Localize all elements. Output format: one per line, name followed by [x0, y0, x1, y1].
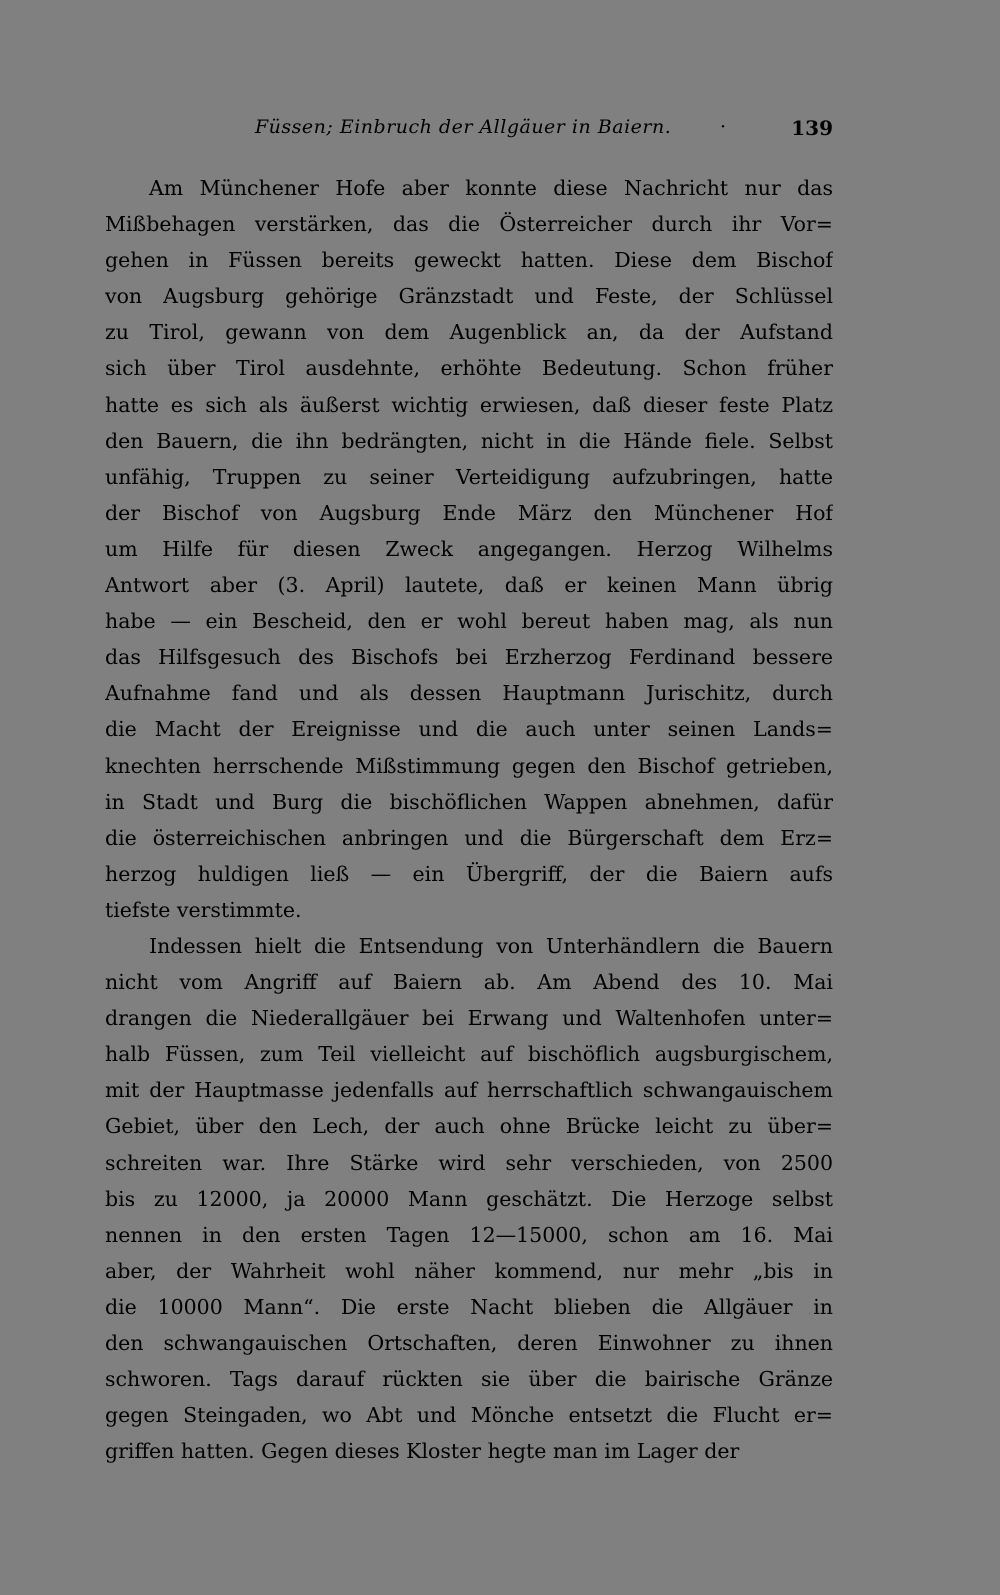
text-line: knechten herrschende Mißstimmung gegen den Bischof getrieben,: [105, 753, 833, 778]
text-line: aber, der Wahrheit wohl näher kommend, nur mehr „bis in: [105, 1258, 833, 1283]
text-line: Gebiet, über den Lech, der auch ohne Brücke leicht zu über=: [105, 1114, 833, 1139]
text-line: in Stadt und Burg die bischöflichen Wappen abnehmen, dafür: [105, 789, 833, 814]
text-line: gegen Steingaden, wo Abt und Mönche entsetzt die Flucht er=: [105, 1403, 833, 1428]
text-line: den Bauern, die ihn bedrängten, nicht in die Hände fiele. Selbst: [105, 428, 833, 453]
text-line: habe — ein Bescheid, den er wohl bereut haben mag, als nun: [105, 609, 833, 634]
text-line: die österreichischen anbringen und die Bürgerschaft dem Erz=: [105, 825, 833, 850]
text-line: unfähig, Truppen zu seiner Verteidigung aufzubringen, hatte: [105, 464, 833, 489]
paragraph: [105, 170, 833, 928]
text-line: von Augsburg gehörige Gränzstadt und Feste, der Schlüssel: [105, 284, 833, 309]
text-line: schreiten war. Ihre Stärke wird sehr verschieden, von 2500: [105, 1150, 833, 1175]
text-line: Indessen hielt die Entsendung von Unterhändlern die Bauern: [149, 933, 833, 958]
running-head: Füssen; Einbruch der Allgäuer in Baiern.: [255, 116, 672, 138]
paragraph: [105, 928, 833, 1469]
text-line: Am Münchener Hofe aber konnte diese Nachricht nur das: [149, 176, 833, 200]
text-line: um Hilfe für diesen Zweck angegangen. Herzog Wilhelms: [105, 536, 833, 561]
text-line: der Bischof von Augsburg Ende März den Münchener Hof: [105, 500, 833, 525]
text-line: nennen in den ersten Tagen 12—15000, schon am 16. Mai: [105, 1222, 833, 1247]
text-line: Antwort aber (3. April) lautete, daß er keinen Mann übrig: [105, 573, 833, 598]
text-line: nicht vom Angriff auf Baiern ab. Am Abend des 10. Mai: [105, 970, 833, 995]
text-line: hatte es sich als äußerst wichtig erwiesen, daß dieser feste Platz: [105, 392, 833, 417]
text-line: zu Tirol, gewann von dem Augenblick an, da der Aufstand: [105, 320, 833, 345]
body-text: [105, 170, 833, 1469]
page-number: 139: [791, 116, 833, 140]
text-line: gehen in Füssen bereits geweckt hatten. Diese dem Bischof: [105, 248, 833, 273]
text-line: halb Füssen, zum Teil vielleicht auf bischöflich augsburgischem,: [105, 1042, 833, 1067]
text-line: den schwangauischen Ortschaften, deren Einwohner zu ihnen: [105, 1331, 833, 1355]
text-line: sich über Tirol ausdehnte, erhöhte Bedeutung. Schon früher: [105, 356, 833, 381]
text-line: das Hilfsgesuch des Bischofs bei Erzherzog Ferdinand bessere: [105, 645, 833, 670]
text-line: Mißbehagen verstärken, das die Österreicher durch ihr Vor=: [105, 212, 833, 237]
text-line: Aufnahme fand und als dessen Hauptmann Jurischitz, durch: [105, 681, 833, 706]
text-line: schworen. Tags darauf rückten sie über die bairische Gränze: [105, 1367, 833, 1392]
text-line: drangen die Niederallgäuer bei Erwang und Waltenhofen unter=: [105, 1006, 833, 1031]
text-line: mit der Hauptmasse jedenfalls auf herrschaftlich schwangauischem: [105, 1078, 833, 1103]
text-line: die Macht der Ereignisse und die auch unter seinen Lands=: [105, 717, 833, 742]
text-line: bis zu 12000, ja 20000 Mann geschätzt. Die Herzoge selbst: [105, 1186, 833, 1211]
text-line: die 10000 Mann“. Die erste Nacht blieben die Allgäuer in: [105, 1294, 833, 1319]
page-header: [105, 116, 833, 146]
text-line: griffen hatten. Gegen dieses Kloster hegte man im Lager der: [105, 1439, 740, 1464]
text-line: herzog huldigen ließ — ein Übergriff, der die Baiern aufs: [105, 861, 833, 886]
header-dot: ·: [720, 116, 727, 138]
text-line: tiefste verstimmte.: [105, 897, 302, 922]
